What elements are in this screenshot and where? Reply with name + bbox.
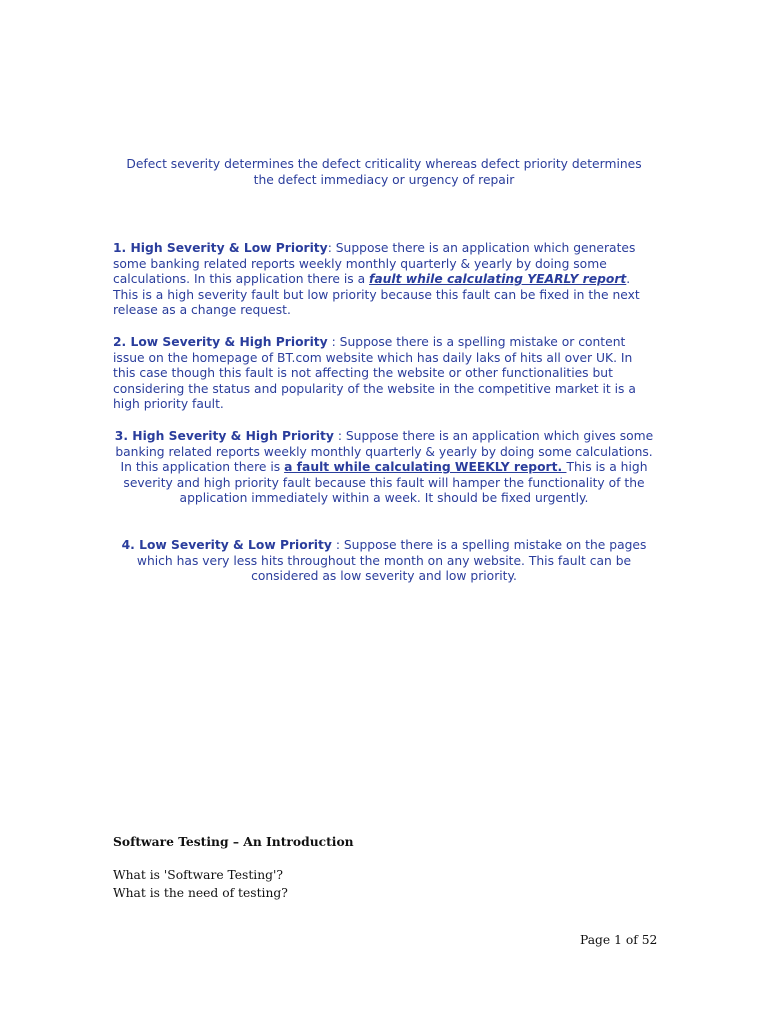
item-heading: 4. Low Severity & Low Priority xyxy=(121,538,332,552)
intro-paragraph xyxy=(100,157,668,188)
question-what-is-testing: What is 'Software Testing'? xyxy=(113,868,283,882)
question-need-of-testing: What is the need of testing? xyxy=(113,886,288,900)
item-text: . This is a high severity fault but low priority because this fault can be fixed in the next release as a change request. xyxy=(113,272,640,318)
intro-line-2: the defect immediacy or urgency of repair xyxy=(253,172,515,187)
item-text: : Suppose there is a spelling mistake on the pages which has very less hits throughout the month on any website. This fault can be considered as low severity and low priority. xyxy=(136,538,647,584)
item-low-severity-low-priority xyxy=(110,538,658,585)
item-text: This is a high severity and high priority fault because this fault will hamper the functionality of the application immediately within a week. It should be fixed urgently. xyxy=(123,460,648,506)
page-number: Page 1 of 52 xyxy=(580,933,658,947)
item-text: : Suppose there is an application which generates some banking related reports weekly monthly quarterly & yearly by doing some calculations. In this application there is a xyxy=(113,241,636,287)
item-emphasis: fault while calculating YEARLY report xyxy=(369,272,627,287)
item-heading: 2. Low Severity & High Priority xyxy=(113,335,328,349)
section-title: Software Testing – An Introduction xyxy=(113,834,354,849)
item-heading: 3. High Severity & High Priority xyxy=(114,429,334,443)
intro-line-1: Defect severity determines the defect criticality whereas defect priority determines xyxy=(126,157,642,171)
item-text: : Suppose there is a spelling mistake or content issue on the homepage of BT.com website which has daily laks of hits all over UK. In this case though this fault is not affecting the website or other functionalities but considering the status and popularity of the website in the competitive market it is a high priority fault. xyxy=(113,335,636,412)
item-emphasis: a fault while calculating WEEKLY report. xyxy=(284,460,567,475)
item-low-severity-high-priority xyxy=(113,335,653,413)
item-high-severity-high-priority xyxy=(113,429,655,507)
item-high-severity-low-priority xyxy=(113,241,655,319)
item-text: : Suppose there is an application which gives some banking related reports weekly monthly quarterly & yearly by doing some calculations. In this application there is xyxy=(115,429,654,475)
item-heading: 1. High Severity & Low Priority xyxy=(113,241,328,255)
